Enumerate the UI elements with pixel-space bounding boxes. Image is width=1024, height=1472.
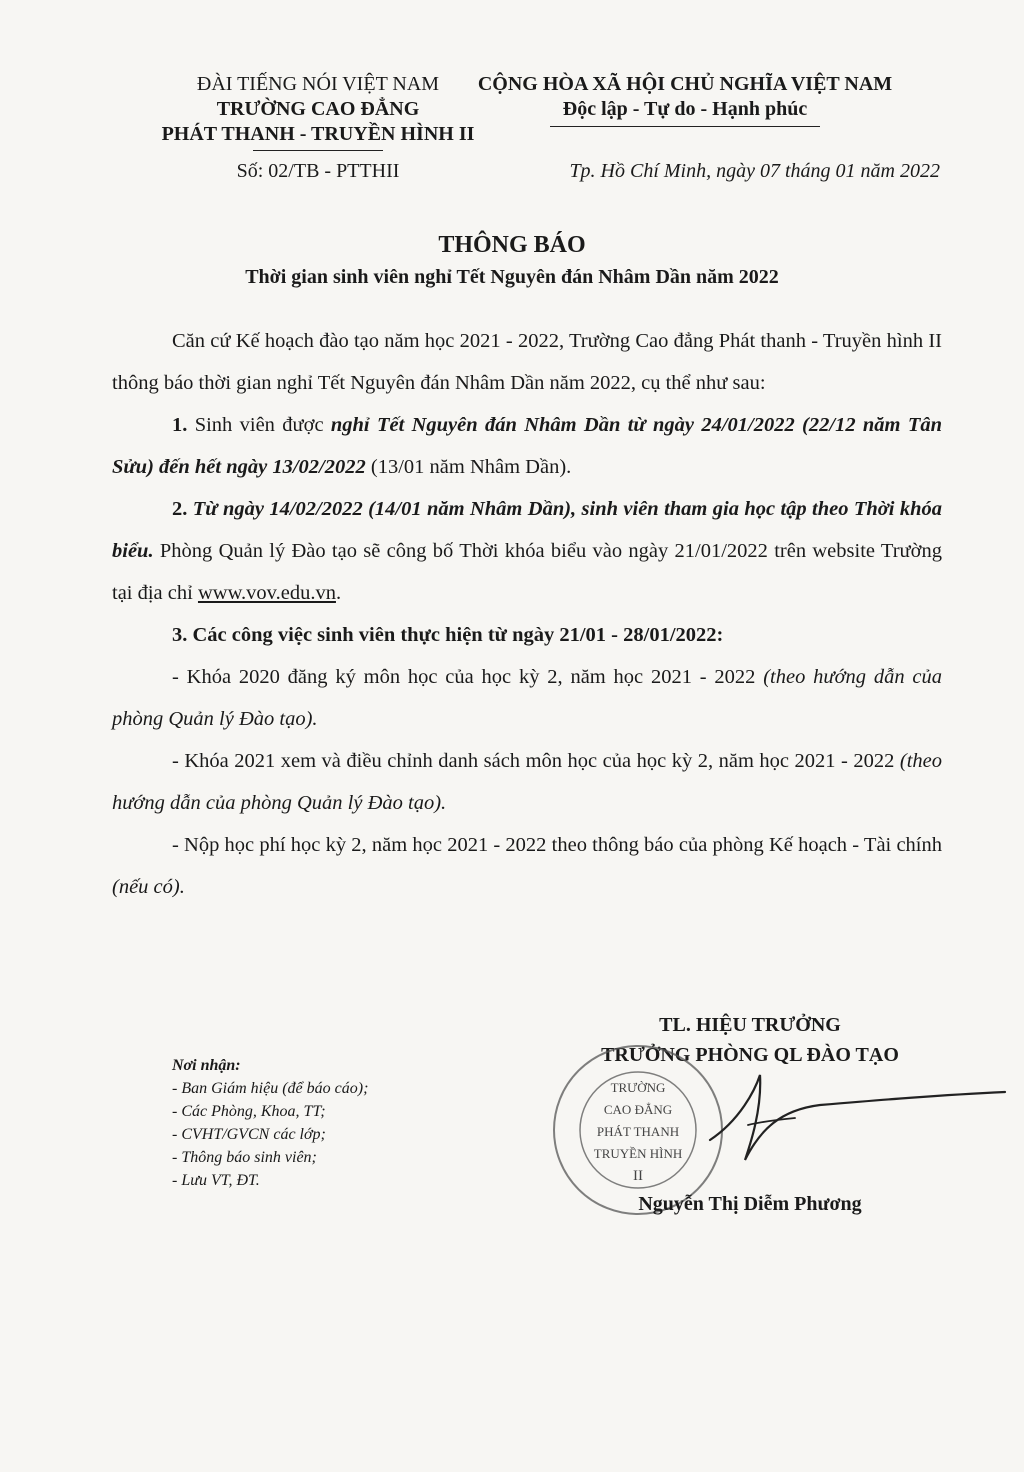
- document-number: Số: 02/TB - PTTHII: [236, 160, 400, 182]
- recipients-label: Nơi nhận:: [172, 1057, 241, 1074]
- stamp-line-5: II: [633, 1168, 643, 1184]
- item-3-heading: 3. Các công việc sinh viên thực hiện từ ngày 21/01 - 28/01/2022:: [172, 624, 724, 646]
- country-name: CỘNG HÒA XÃ HỘI CHỦ NGHĨA VIỆT NAM: [477, 73, 893, 95]
- signer-name: Nguyễn Thị Diễm Phương: [638, 1193, 862, 1215]
- issuer-name-line1: TRƯỜNG CAO ĐẲNG: [216, 98, 420, 120]
- issuer-block: [128, 72, 508, 151]
- issuer-underline: [253, 150, 383, 151]
- stamp-line-1: TRƯỜNG: [610, 1080, 666, 1095]
- motto-underline: [550, 126, 820, 127]
- bullet-2: [112, 740, 942, 824]
- stamp-line-2: CAO ĐẲNG: [603, 1102, 673, 1117]
- recipient-item: - Ban Giám hiệu (để báo cáo);: [172, 1080, 369, 1097]
- bullet-3: [112, 824, 942, 908]
- item-1-text-c: (13/01 năm Nhâm Dần).: [370, 456, 572, 478]
- bullet-3-text: - Nộp học phí học kỳ 2, năm học 2021 - 2022 theo thông báo của phòng Kế hoạch - Tài chính: [172, 834, 942, 856]
- recipient-item: - Các Phòng, Khoa, TT;: [172, 1103, 326, 1120]
- document-body: [112, 320, 942, 908]
- item-1-text-a: Sinh viên được: [194, 414, 324, 436]
- item-2: [112, 488, 942, 614]
- stamp-line-3: PHÁT THANH: [596, 1124, 680, 1139]
- bullet-2-note: (theo hướng dẫn của phòng Quản lý Đào tạo).: [112, 750, 942, 814]
- bullet-1-note: (theo hướng dẫn của phòng Quản lý Đào tạo).: [112, 666, 943, 730]
- document-subtitle: Thời gian sinh viên nghỉ Tết Nguyên đán Nhâm Dần năm 2022: [245, 266, 779, 288]
- motto: Độc lập - Tự do - Hạnh phúc: [562, 98, 808, 120]
- item-1-number: 1.: [172, 414, 188, 436]
- signer-authority: TL. HIỆU TRƯỞNG: [659, 1014, 841, 1036]
- item-1: [112, 404, 942, 488]
- item-2-number: 2.: [172, 498, 188, 520]
- recipient-item: - CVHT/GVCN các lớp;: [172, 1126, 326, 1143]
- bullet-1-text: - Khóa 2020 đăng ký môn học của học kỳ 2, năm học 2021 - 2022: [172, 666, 756, 688]
- bullet-2-text: - Khóa 2021 xem và điều chỉnh danh sách môn học của học kỳ 2, năm học 2021 - 2022: [172, 750, 895, 772]
- bullet-1: [112, 656, 942, 740]
- signer-position: TRƯỞNG PHÒNG QL ĐÀO TẠO: [601, 1044, 899, 1066]
- issuer-parent: ĐÀI TIẾNG NÓI VIỆT NAM: [196, 73, 440, 95]
- recipients-block: [172, 1054, 368, 1192]
- place-date: Tp. Hồ Chí Minh, ngày 07 tháng 01 năm 2022: [569, 160, 940, 182]
- national-header: [460, 72, 910, 127]
- document-title: THÔNG BÁO: [438, 232, 586, 258]
- website-link[interactable]: www.vov.edu.vn: [197, 582, 336, 604]
- intro-paragraph: Căn cứ Kế hoạch đào tạo năm học 2021 - 2022, Trường Cao đẳng Phát thanh - Truyền hình II thông báo thời gian nghỉ Tết Nguyên đán Nhâm Dần năm 2022, cụ thể như sau:: [112, 330, 942, 394]
- issuer-name-line2: PHÁT THANH - TRUYỀN HÌNH II: [161, 123, 475, 145]
- recipient-item: - Thông báo sinh viên;: [172, 1149, 317, 1166]
- handwritten-signature: [700, 1050, 1010, 1170]
- item-2-end: .: [335, 582, 342, 604]
- recipient-item: - Lưu VT, ĐT.: [172, 1172, 260, 1189]
- stamp-line-4: TRUYỀN HÌNH: [593, 1146, 683, 1161]
- bullet-3-note: (nếu có).: [112, 876, 185, 898]
- item-2-emphasis: Từ ngày 14/02/2022 (14/01 năm Nhâm Dần), sinh viên tham gia học tập theo Thời khóa biểu.: [112, 498, 943, 562]
- item-2-text: Phòng Quản lý Đào tạo sẽ công bố Thời khóa biểu vào ngày 21/01/2022 trên website Trường tại địa chỉ: [112, 540, 943, 604]
- item-1-emphasis: nghỉ Tết Nguyên đán Nhâm Dần từ ngày 24/01/2022 (22/12 năm Tân Sửu) đến hết ngày 13/02/2022: [112, 414, 942, 478]
